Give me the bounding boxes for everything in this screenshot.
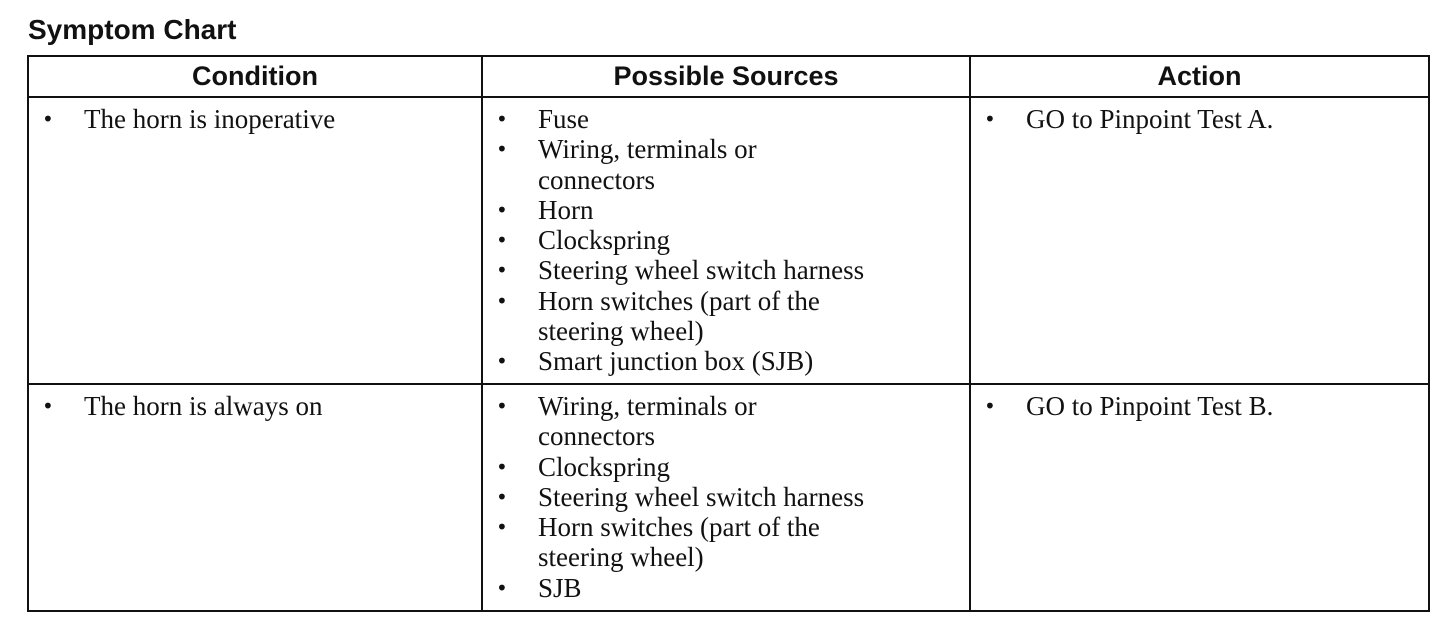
source-item: • Fuse [483, 104, 969, 134]
condition-text: • The horn is inoperative [29, 104, 481, 134]
source-item: • Steering wheel switch harness [483, 255, 969, 285]
condition-text: • The horn is always on [29, 391, 481, 421]
action-cell [970, 97, 1429, 384]
source-item: • Clockspring [483, 452, 969, 482]
condition-cell [28, 97, 482, 384]
page-title: Symptom Chart [28, 14, 237, 45]
table-row [28, 384, 1429, 611]
action-text: • GO to Pinpoint Test B. [971, 391, 1428, 421]
table-header-row [28, 56, 1429, 97]
source-item: • Wiring, terminals or connectors [483, 134, 969, 195]
source-item: • Horn switches (part of the steering wheel) [483, 286, 969, 347]
source-item: • Wiring, terminals or connectors [483, 391, 969, 452]
source-item: • Horn switches (part of the steering wheel) [483, 512, 969, 573]
source-item: • Smart junction box (SJB) [483, 346, 969, 376]
possible-sources-cell [482, 384, 970, 611]
possible-sources-cell [482, 97, 970, 384]
table-row [28, 97, 1429, 384]
column-header-condition: Condition [28, 56, 482, 97]
column-header-possible-sources: Possible Sources [482, 56, 970, 97]
source-item: • Horn [483, 195, 969, 225]
action-cell [970, 384, 1429, 611]
source-item: • Steering wheel switch harness [483, 482, 969, 512]
source-item: • SJB [483, 573, 969, 603]
action-text: • GO to Pinpoint Test A. [971, 104, 1428, 134]
symptom-chart-table [27, 55, 1430, 612]
condition-cell [28, 384, 482, 611]
column-header-action: Action [970, 56, 1429, 97]
source-item: • Clockspring [483, 225, 969, 255]
